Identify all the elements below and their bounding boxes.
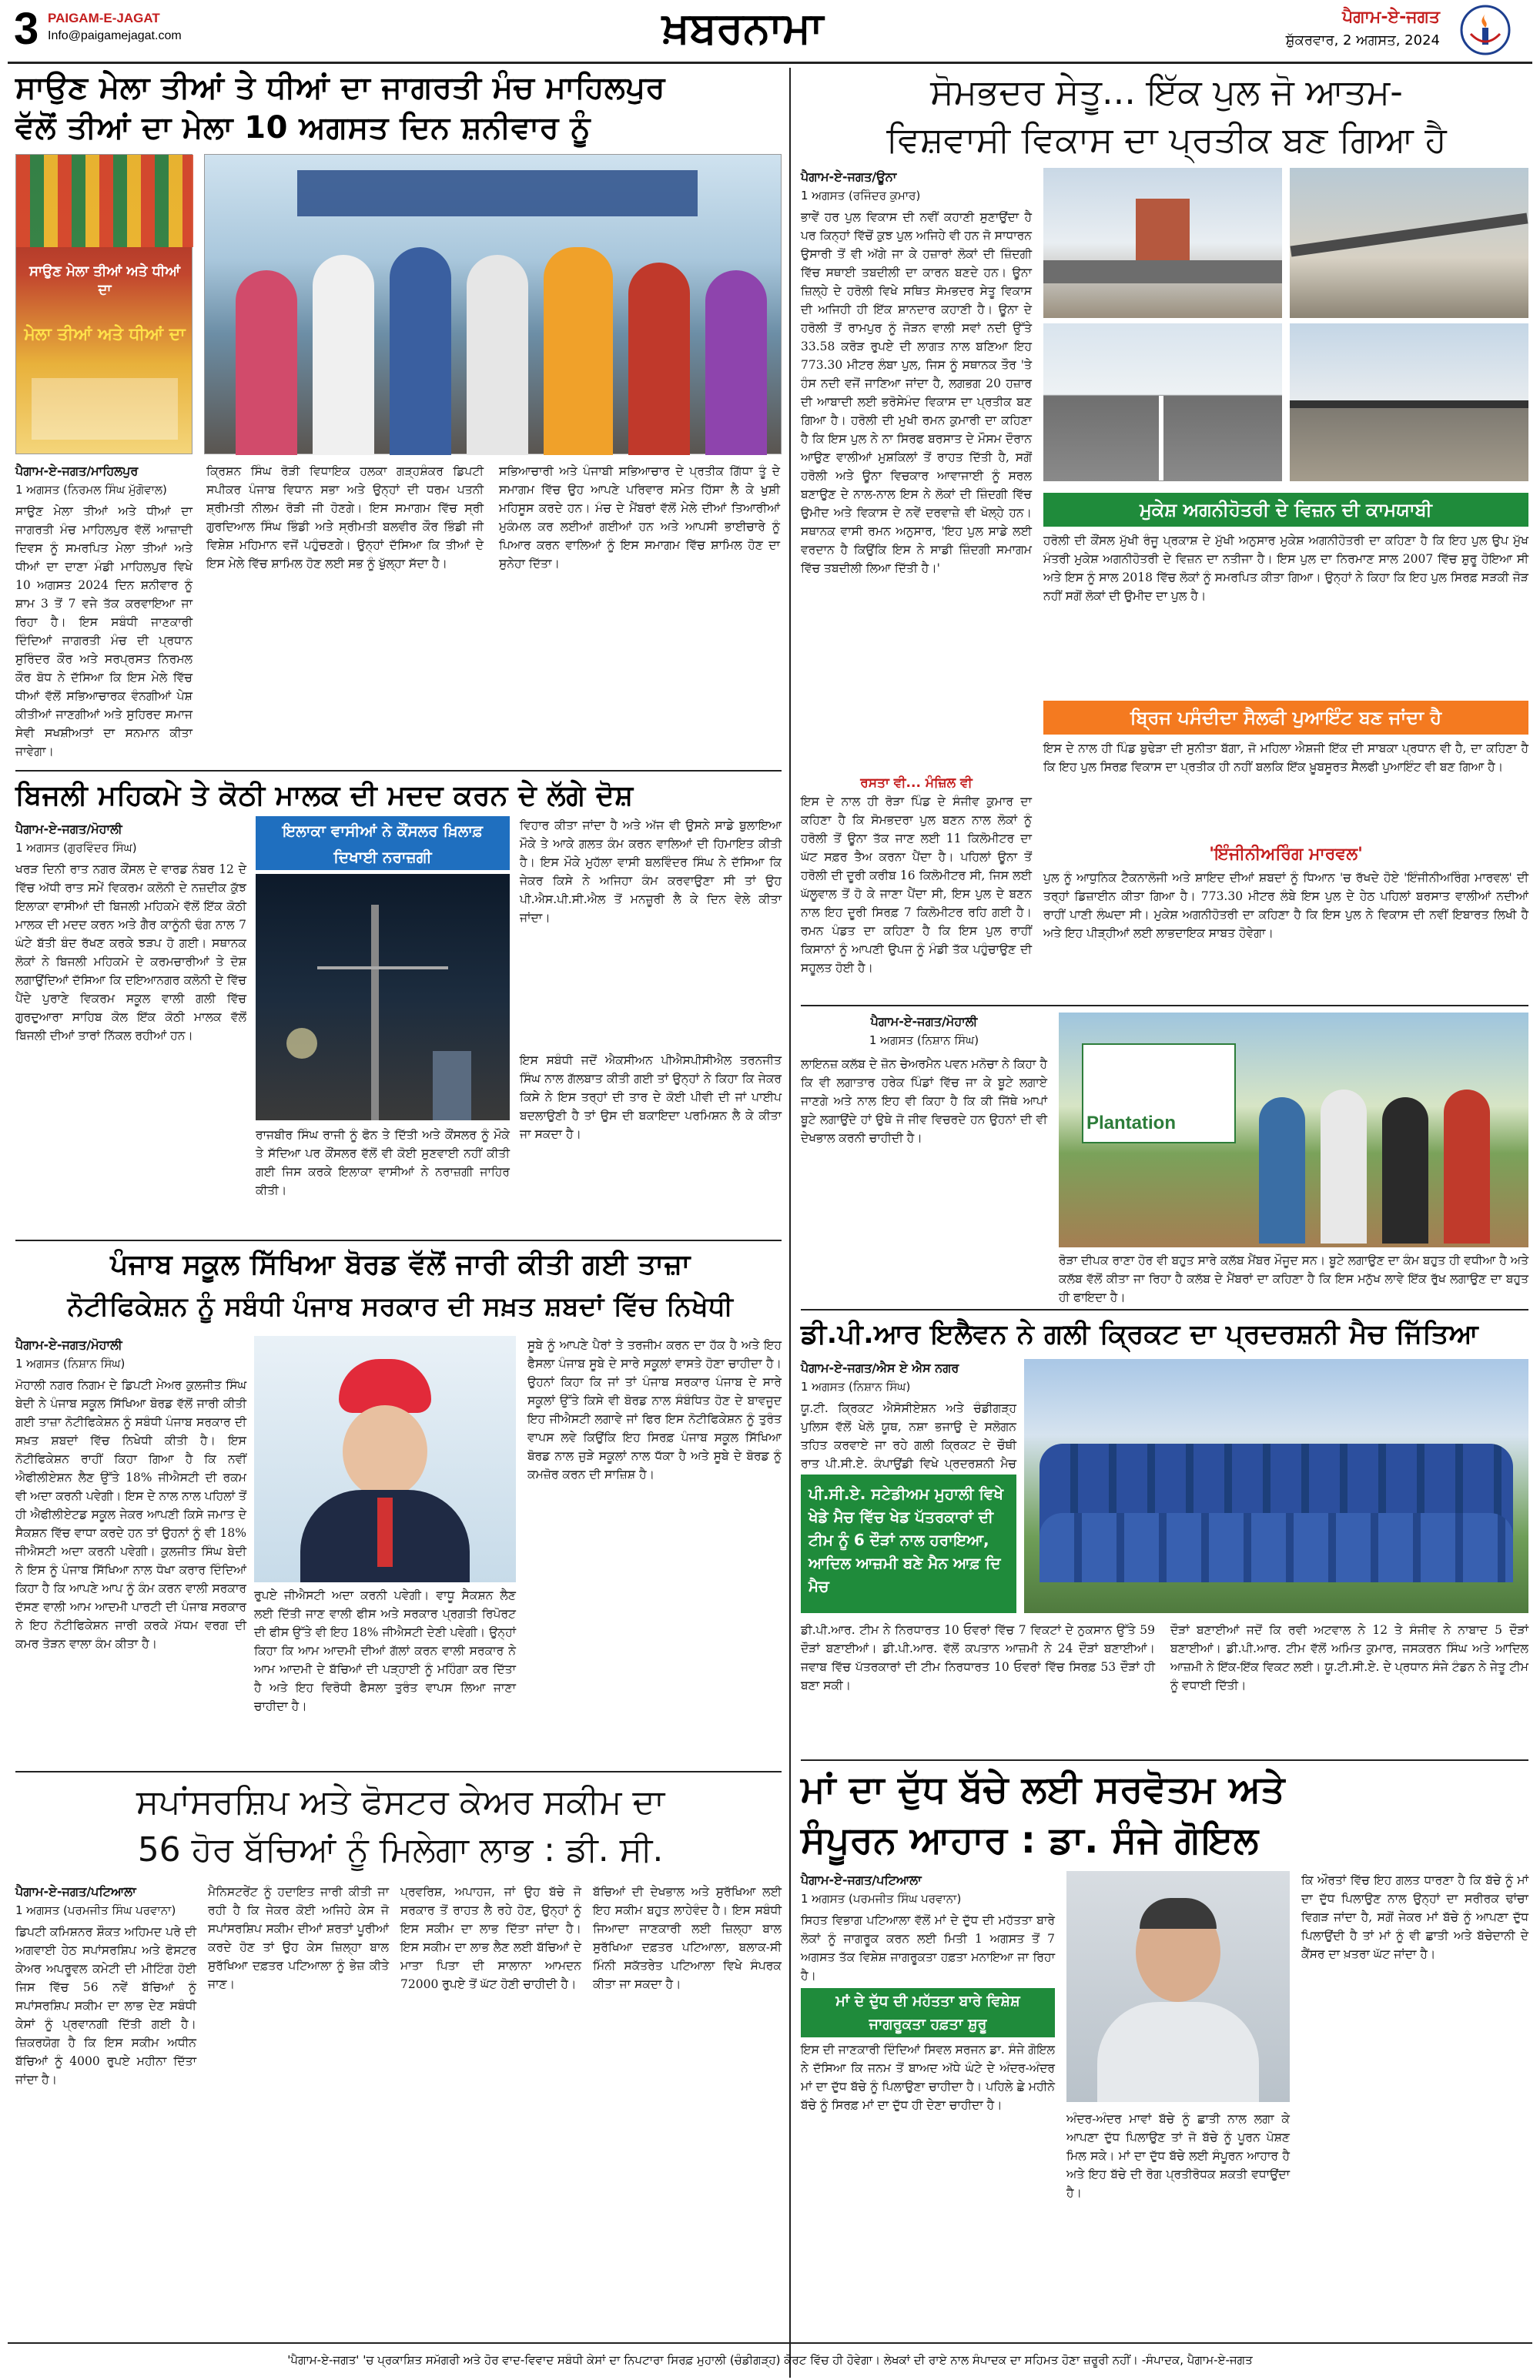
poster-title-1: ਸਾਉਣ ਮੇਲਾ ਤੀਆਂ ਅਤੇ ਧੀਆਂ ਦਾ [28, 263, 181, 298]
story1-col2: ਕ੍ਰਿਸ਼ਨ ਸਿੰਘ ਰੋੜੀ ਵਿਧਾਇਕ ਹਲਕਾ ਗੜ੍ਹਸ਼ੰਕਰ ਡਿਪਟੀ ਸਪੀਕਰ ਪੰਜਾਬ ਵਿਧਾਨ ਸਭਾ ਅਤੇ ਉਨ੍ਹਾਂ ਦੀ ਧਰਮ ਪਤਨੀ ਸ਼੍ਰੀਮਤੀ ਨੀਲਮ ਰੋੜੀ ਜੀ ਹੋਣਗੇ। ਇਸ ਸਮਾਗਮ ਵਿੱਚ ਸ੍ਰੀ ਗੁਰਦਿਆਲ ਸਿੰਘ ਭਿੰਡੀ ਅਤੇ ਸ੍ਰੀਮਤੀ ਬਲਵੀਰ ਕੌਰ ਭਿੰਡੀ ਜੀ ਵਿਸ਼ੇਸ਼ ਮਹਿਮਾਨ ਵਜੋਂ ਪਹੁੰਚਣਗੇ। ਉਨ੍ਹਾਂ ਦੱਸਿਆ ਕਿ ਤੀਆਂ ਦੇ ਇਸ ਮੇਲੇ ਵਿੱਚ ਸ਼ਾਮਿਲ ਹੋਣ ਲਈ ਸਭ ਨੂੰ ਖੁੱਲ੍ਹਾ ਸੱਦਾ ਹੈ। [206, 464, 484, 571]
torch-logo-icon [1455, 3, 1515, 57]
story7-byline: 1 ਅਗਸਤ (ਨਿਸ਼ਾਨ ਸਿੰਘ) [869, 1033, 979, 1047]
story5-green-box: ਪੀ.ਸੀ.ਏ. ਸਟੇਡੀਅਮ ਮੁਹਾਲੀ ਵਿਖੇ ਖੇਡੇ ਮੈਚ ਵਿੱਚ ਖੇਡ ਪੱਤਰਕਾਰਾਂ ਦੀ ਟੀਮ ਨੂੰ 6 ਦੌੜਾਂ ਨਾਲ ਹਰਾਇਆ, ਆਦਿਲ ਆਜ਼ਮੀ ਬਣੇ ਮੈਨ ਆਫ਼ ਦਿ ਮੈਚ [801, 1475, 1016, 1613]
story7-dateline: ਪੈਗਾਮ-ਏ-ਜਗਤ/ਮੋਹਾਲੀ [870, 1014, 978, 1029]
story2-red-subhead-2: 'ਇੰਜੀਨੀਅਰਿੰਗ ਮਾਰਵਲ' [1209, 845, 1363, 864]
section-title: ਖ਼ਬਰਨਾਮਾ [662, 3, 824, 53]
story2-red-subhead: ਰਸਤਾ ਵੀ... ਮੰਜ਼ਿਲ ਵੀ [860, 775, 973, 791]
issue-date: ਸ਼ੁੱਕਰਵਾਰ, 2 ਅਗਸਤ, 2024 [1285, 32, 1440, 49]
story8-portrait-photo [1066, 1871, 1290, 2102]
story4-col3: ਸੂਬੇ ਨੂੰ ਆਪਣੇ ਪੈਰਾਂ ਤੇ ਤਰਜੀਮ ਕਰਨ ਦਾ ਹੱਕ ਹੈ ਅਤੇ ਇਹ ਫੈਸਲਾ ਪੰਜਾਬ ਸੂਬੇ ਦੇ ਸਾਰੇ ਸਕੂਲਾਂ ਵਾਸਤੇ ਹੋਣਾ ਚਾਹੀਦਾ ਹੈ। ਉਹਨਾਂ ਕਿਹਾ ਕਿ ਜਾਂ ਤਾਂ ਪੰਜਾਬ ਸਰਕਾਰ ਪੰਜਾਬ ਦੇ ਸਾਰੇ ਸਕੂਲਾਂ ਉੱਤੇ ਕਿਸੇ ਵੀ ਬੋਰਡ ਨਾਲ ਸੰਬੰਧਿਤ ਹੋਣ ਦੇ ਬਾਵਜੂਦ ਇਹ ਜੀਐਸਟੀ ਲਗਾਵੇ ਜਾਂ ਫਿਰ ਇਸ ਨੋਟੀਫਿਕੇਸ਼ਨ ਨੂੰ ਤੁਰੰਤ ਵਾਪਸ ਲਵੇ ਕਿਉਂਕਿ ਇਹ ਸਿਰਫ਼ ਪੰਜਾਬ ਸਕੂਲ ਸਿੱਖਿਆ ਬੋਰਡ ਨਾਲ ਜੁੜੇ ਸਕੂਲਾਂ ਨਾਲ ਧੱਕਾ ਹੈ ਅਤੇ ਸੂਬੇ ਦੇ ਬੋਰਡ ਨੂੰ ਕਮਜ਼ੋਰ ਕਰਨ ਦੀ ਸਾਜ਼ਿਸ਼ ਹੈ। [527, 1338, 782, 1481]
story4-portrait-photo [254, 1336, 516, 1582]
story4-dateline: ਪੈਗਾਮ-ਏ-ਜਗਤ/ਮੋਹਾਲੀ [15, 1337, 122, 1352]
story5-team-photo [1024, 1359, 1528, 1613]
story3-headline: ਬਿਜਲੀ ਮਹਿਕਮੇ ਤੇ ਕੋਠੀ ਮਾਲਕ ਦੀ ਮਦਦ ਕਰਨ ਦੇ ਲੱਗੇ ਦੋਸ਼ [15, 780, 634, 812]
bridge-photo-2 [1290, 168, 1528, 318]
story2-headline-1: ਸੋਮਭਦਰ ਸੇਤੂ... ਇੱਕ ਪੁਲ ਜੋ ਆਤਮ- [930, 71, 1403, 112]
story3-col1: ਖਰੜ ਦਿਨੀ ਰਾਤ ਨਗਰ ਕੌਂਸਲ ਦੇ ਵਾਰਡ ਨੰਬਰ 12 ਦੇ ਵਿੱਚ ਅੱਧੀ ਰਾਤ ਸਮੇਂ ਵਿਕਰਮ ਕਲੋਨੀ ਦੇ ਨਜ਼ਦੀਕ ਕੁੱਝ ਇਲਾਕਾ ਵਾਸੀਆਂ ਦੀ ਬਿਜਲੀ ਮਹਿਕਮੇ ਵੱਲੋਂ ਇੱਕ ਕੋਠੀ ਮਾਲਕ ਦੀ ਮਦਦ ਕਰਨ ਅਤੇ ਗੈਰ ਕਾਨੂੰਨੀ ਢੰਗ ਨਾਲ 7 ਘੰਟੇ ਬੱਤੀ ਬੰਦ ਰੱਖਣ ਕਰਕੇ ਝੜਪ ਹੋ ਗਈ। ਸਥਾਨਕ ਲੋਕਾਂ ਨੇ ਬਿਜਲੀ ਮਹਿਕਮੇ ਦੇ ਕਰਮਚਾਰੀਆਂ ਤੇ ਦੋਸ਼ ਲਗਾਉਂਦਿਆਂ ਦੱਸਿਆ ਕਿ ਦਇਆਨਗਰ ਕਲੋਨੀ ਦੇ ਵਿੱਚ ਪੈਂਦੇ ਪੁਰਾਣੇ ਵਿਕਰਮ ਸਕੂਲ ਵਾਲੀ ਗਲੀ ਵਿੱਚ ਗੁਰਦੁਆਰਾ ਸਾਹਿਬ ਕੋਲ ਇੱਕ ਕੋਠੀ ਮਾਲਕ ਵੱਲੋਂ ਬਿਜਲੀ ਦੀਆਂ ਤਾਰਾਂ ਨਿੱਕਲ ਰਹੀਆਂ ਹਨ। [15, 862, 246, 1043]
story8-col1b: ਇਸ ਦੀ ਜਾਣਕਾਰੀ ਦਿੰਦਿਆਂ ਸਿਵਲ ਸਰਜਨ ਡਾ. ਸੰਜੇ ਗੋਇਲ ਨੇ ਦੱਸਿਆ ਕਿ ਜਨਮ ਤੋਂ ਬਾਅਦ ਅੱਧੇ ਘੰਟੇ ਦੇ ਅੰਦਰ-ਅੰਦਰ ਮਾਂ ਦਾ ਦੁੱਧ ਬੱਚੇ ਨੂੰ ਪਿਲਾਉਣਾ ਚਾਹੀਦਾ ਹੈ। ਪਹਿਲੇ ਛੇ ਮਹੀਨੇ ਬੱਚੇ ਨੂੰ ਸਿਰਫ਼ ਮਾਂ ਦਾ ਦੁੱਧ ਹੀ ਦੇਣਾ ਚਾਹੀਦਾ ਹੈ। [801, 2043, 1055, 2112]
story5-col3: ਦੌੜਾਂ ਬਣਾਈਆਂ ਜਦੋਂ ਕਿ ਰਵੀ ਅਟਵਾਲ ਨੇ 12 ਤੇ ਸੰਜੀਵ ਨੇ ਨਾਬਾਦ 5 ਦੌੜਾਂ ਬਣਾਈਆਂ। ਡੀ.ਪੀ.ਆਰ. ਟੀਮ ਵੱਲੋਂ ਅਮਿਤ ਕੁਮਾਰ, ਜਸਕਰਨ ਸਿੰਘ ਅਤੇ ਆਦਿਲ ਆਜ਼ਮੀ ਨੇ ਇੱਕ-ਇੱਕ ਵਿਕਟ ਲਈ। ਯੂ.ਟੀ.ਸੀ.ਏ. ਦੇ ਪ੍ਰਧਾਨ ਸੰਜੇ ਟੰਡਨ ਨੇ ਜੇਤੂ ਟੀਮ ਨੂੰ ਵਧਾਈ ਦਿੱਤੀ। [1170, 1623, 1528, 1692]
poster-title-2: ਮੇਲਾ ਤੀਆਂ ਅਤੇ ਧੀਆਂ ਦਾ [24, 325, 186, 344]
story6-col3: ਪ੍ਰਵਰਿਸ਼, ਅਪਾਹਜ, ਜਾਂ ਉਹ ਬੱਚੇ ਜੋ ਸਰਕਾਰ ਤੋਂ ਰਾਹਤ ਲੈ ਰਹੇ ਹੋਣ, ਉਨ੍ਹਾਂ ਨੂੰ ਇਸ ਸਕੀਮ ਦਾ ਲਾਭ ਦਿੱਤਾ ਜਾਂਦਾ ਹੈ। ਇਸ ਸਕੀਮ ਦਾ ਲਾਭ ਲੈਣ ਲਈ ਬੱਚਿਆਂ ਦੇ ਮਾਤਾ ਪਿਤਾ ਦੀ ਸਾਲਾਨਾ ਆਮਦਨ 72000 ਰੁਪਏ ਤੋਂ ਘੱਟ ਹੋਣੀ ਚਾਹੀਦੀ ਹੈ। [400, 1885, 581, 1991]
story2-green-subhead: ਮੁਕੇਸ਼ ਅਗਨੀਹੋਤਰੀ ਦੇ ਵਿਜ਼ਨ ਦੀ ਕਾਮਯਾਬੀ [1043, 493, 1528, 527]
story2-body3: ਹਰੋਲੀ ਦੀ ਕੌਂਸਲ ਮੁੱਖੀ ਰੰਜੂ ਪ੍ਰਕਾਸ਼ ਦੇ ਮੁੱਖੀ ਅਨੁਸਾਰ ਮੁਕੇਸ਼ ਅਗਨੀਹੋਤਰੀ ਦਾ ਕਹਿਣਾ ਹੈ ਕਿ ਇਹ ਪੁਲ ਉਪ ਮੁੱਖ ਮੰਤਰੀ ਮੁਕੇਸ਼ ਅਗਨੀਹੋਤਰੀ ਦੇ ਵਿਜ਼ਨ ਦਾ ਨਤੀਜਾ ਹੈ। ਇਸ ਪੁਲ ਦਾ ਨਿਰਮਾਣ ਸਾਲ 2007 ਵਿੱਚ ਸ਼ੁਰੂ ਹੋਇਆ ਸੀ ਅਤੇ ਇਸ ਨੂੰ ਸਾਲ 2018 ਵਿੱਚ ਲੋਕਾਂ ਨੂੰ ਸਮਰਪਿਤ ਕੀਤਾ ਗਿਆ। ਉਨ੍ਹਾਂ ਨੇ ਕਿਹਾ ਕਿ ਇਹ ਪੁਲ ਸਿਰਫ਼ ਸੜਕੀ ਜੋੜ ਨਹੀਂ ਸਗੋਂ ਲੋਕਾਂ ਦੀ ਉਮੀਦ ਦਾ ਪੁਲ ਹੈ। [1043, 534, 1528, 603]
right-brand: ਪੈਗਾਮ-ਏ-ਜਗਤ [1342, 8, 1440, 27]
story2-body2-top [1043, 489, 1528, 490]
story4-col2: ਰੁਪਏ ਜੀਐਸਟੀ ਅਦਾ ਕਰਨੀ ਪਵੇਗੀ। ਵਾਧੂ ਸੈਕਸ਼ਨ ਲੈਣ ਲਈ ਦਿੱਤੀ ਜਾਣ ਵਾਲੀ ਫੀਸ ਅਤੇ ਸਰਕਾਰ ਪ੍ਰਗਤੀ ਰਿਪੋਰਟ ਦੀ ਫੀਸ ਉੱਤੇ ਵੀ ਇਹ 18% ਜੀਐਸਟੀ ਦੇਣੀ ਪਵੇਗੀ। ਉਨ੍ਹਾਂ ਕਿਹਾ ਕਿ ਆਮ ਆਦਮੀ ਦੀਆਂ ਗੱਲਾਂ ਕਰਨ ਵਾਲੀ ਸਰਕਾਰ ਨੇ ਆਮ ਆਦਮੀ ਦੇ ਬੱਚਿਆਂ ਦੀ ਪੜ੍ਹਾਈ ਨੂੰ ਮਹਿੰਗਾ ਕਰ ਦਿੱਤਾ ਹੈ ਅਤੇ ਇਹ ਵਿਰੋਧੀ ਫੈਸਲਾ ਤੁਰੰਤ ਵਾਪਸ ਲਿਆ ਜਾਣਾ ਚਾਹੀਦਾ ਹੈ। [254, 1588, 516, 1713]
story2-body5: ਪੁਲ ਨੂੰ ਆਧੁਨਿਕ ਟੈਕਨਾਲੋਜੀ ਅਤੇ ਸ਼ਾਇਦ ਦੀਆਂ ਸ਼ਬਦਾਂ ਨੂੰ ਧਿਆਨ 'ਚ ਰੱਖਦੇ ਹੋਏ 'ਇੰਜੀਨੀਅਰਿੰਗ ਮਾਰਵਲ' ਦੀ ਤਰ੍ਹਾਂ ਡਿਜ਼ਾਈਨ ਕੀਤਾ ਗਿਆ ਹੈ। 773.30 ਮੀਟਰ ਲੰਬੇ ਇਸ ਪੁਲ ਦੇ ਹੇਠ ਪਹਿਲਾਂ ਬਰਸਾਤ ਵਾਲੀਆਂ ਨਦੀਆਂ ਰਾਹੀਂ ਪਾਣੀ ਲੰਘਦਾ ਸੀ। ਮੁਕੇਸ਼ ਅਗਨੀਹੋਤਰੀ ਦਾ ਕਹਿਣਾ ਹੈ ਕਿ ਇਸ ਪੁਲ ਨੇ ਵਿਕਾਸ ਦੀ ਨਵੀਂ ਇਬਾਰਤ ਲਿਖੀ ਹੈ ਅਤੇ ਇਹ ਪੀੜ੍ਹੀਆਂ ਲਈ ਲਾਭਦਾਇਕ ਸਾਬਤ ਹੋਵੇਗਾ। [1043, 871, 1528, 940]
story2-byline: 1 ਅਗਸਤ (ਰਜਿੰਦਰ ਕੁਮਾਰ) [801, 189, 921, 203]
story1-dateline: ਪੈਗਾਮ-ਏ-ਜਗਤ/ਮਾਹਿਲਪੁਰ [15, 464, 139, 478]
story7-col1: ਲਾਇਨਜ਼ ਕਲੱਬ ਦੇ ਜ਼ੋਨ ਚੇਅਰਮੈਨ ਪਵਨ ਮਨੋਚਾ ਨੇ ਕਿਹਾ ਹੈ ਕਿ ਵੀ ਲਗਾਤਾਰ ਹਰੇਕ ਪਿੰਡਾਂ ਵਿੱਚ ਜਾ ਕੇ ਬੂਟੇ ਲਗਾਏ ਜਾਣਗੇ ਅਤੇ ਨਾਲ ਇਹ ਵੀ ਕਿਹਾ ਹੈ ਕਿ ਕੀ ਜਿੱਥੇ ਆਪਾਂ ਬੂਟੇ ਲਗਾਉਂਦੇ ਹਾਂ ਉਥੇ ਜੋ ਜੀਵ ਵਿਚਰਦੇ ਹਨ ਉਹਨਾਂ ਦੀ ਵੀ ਦੇਖਭਾਲ ਕਰਨੀ ਚਾਹੀਦੀ ਹੈ। [801, 1057, 1047, 1145]
story5-dateline: ਪੈਗਾਮ-ਏ-ਜਗਤ/ਐਸ ਏ ਐਸ ਨਗਰ [801, 1361, 959, 1375]
story3-col2: ਰਾਜਬੀਰ ਸਿੰਘ ਰਾਜੀ ਨੂੰ ਫੋਨ ਤੇ ਦਿੱਤੀ ਅਤੇ ਕੌਂਸਲਰ ਨੂੰ ਮੌਕੇ ਤੇ ਸੱਦਿਆ ਪਰ ਕੌਂਸਲਰ ਵੱਲੋਂ ਵੀ ਕੋਈ ਸੁਣਵਾਈ ਨਹੀਂ ਕੀਤੀ ਗਈ ਜਿਸ ਕਰਕੇ ਇਲਾਕਾ ਵਾਸੀਆਂ ਨੇ ਨਰਾਜ਼ਗੀ ਜਾਹਿਰ ਕੀਤੀ। [256, 1128, 510, 1197]
story6-col2: ਮੈਨਿਸਟਰੇਂਟ ਨੂੰ ਹਦਾਇਤ ਜਾਰੀ ਕੀਤੀ ਜਾ ਰਹੀ ਹੈ ਕਿ ਜੇਕਰ ਕੋਈ ਅਜਿਹੇ ਕੇਸ ਜੋ ਸਪਾਂਸਰਸ਼ਿਪ ਸਕੀਮ ਦੀਆਂ ਸ਼ਰਤਾਂ ਪੂਰੀਆਂ ਕਰਦੇ ਹੋਣ ਤਾਂ ਉਹ ਕੇਸ ਜ਼ਿਲ੍ਹਾ ਬਾਲ ਸੁਰੱਖਿਆ ਦਫ਼ਤਰ ਪਟਿਆਲਾ ਨੂੰ ਭੇਜ਼ ਕੀਤੇ ਜਾਣ। [208, 1885, 389, 1991]
story8-byline: 1 ਅਗਸਤ (ਪਰਮਜੀਤ ਸਿੰਘ ਪਰਵਾਨਾ) [801, 1892, 962, 1906]
story8-col3: ਕਿ ਔਰਤਾਂ ਵਿੱਚ ਇਹ ਗਲਤ ਧਾਰਣਾ ਹੈ ਕਿ ਬੱਚੇ ਨੂੰ ਮਾਂ ਦਾ ਦੁੱਧ ਪਿਲਾਉਣ ਨਾਲ ਉਨ੍ਹਾਂ ਦਾ ਸਰੀਰਕ ਢਾਂਚਾ ਵਿਗੜ ਜਾਂਦਾ ਹੈ, ਸਗੋਂ ਜੇਕਰ ਮਾਂ ਬੱਚੇ ਨੂੰ ਆਪਣਾ ਦੁੱਧ ਪਿਲਾਉਂਦੀ ਹੈ ਤਾਂ ਮਾਂ ਨੂੰ ਵੀ ਛਾਤੀ ਅਤੇ ਬੱਚੇਦਾਨੀ ਦੇ ਕੈਂਸਰ ਦਾ ਖ਼ਤਰਾ ਘੱਟ ਜਾਂਦਾ ਹੈ। [1301, 1873, 1528, 1961]
story4-col1: ਮੋਹਾਲੀ ਨਗਰ ਨਿਗਮ ਦੇ ਡਿਪਟੀ ਮੇਅਰ ਕੁਲਜੀਤ ਸਿੰਘ ਬੇਦੀ ਨੇ ਪੰਜਾਬ ਸਕੂਲ ਸਿੱਖਿਆ ਬੋਰਡ ਵੱਲੋਂ ਜਾਰੀ ਕੀਤੀ ਗਈ ਤਾਜ਼ਾ ਨੋਟੀਫਿਕੇਸ਼ਨ ਨੂੰ ਸਬੰਧੀ ਪੰਜਾਬ ਸਰਕਾਰ ਦੀ ਸਖ਼ਤ ਸ਼ਬਦਾਂ ਵਿੱਚ ਨਿਖੇਧੀ ਕੀਤੀ ਹੈ। ਇਸ ਨੋਟੀਫਿਕੇਸ਼ਨ ਰਾਹੀਂ ਕਿਹਾ ਗਿਆ ਹੈ ਕਿ ਨਵੀਂ ਐਫੀਲੀਏਸ਼ਨ ਲੈਣ ਉੱਤੇ 18% ਜੀਐਸਟੀ ਦੀ ਰਕਮ ਵੀ ਅਦਾ ਕਰਨੀ ਪਵੇਗੀ। ਇਸ ਦੇ ਨਾਲ ਨਾਲ ਪਹਿਲਾਂ ਤੋਂ ਹੀ ਐਫੀਲੀਏਟਡ ਸਕੂਲ ਜੇਕਰ ਆਪਣੀ ਕਿਸੇ ਜਮਾਤ ਦੇ ਸੈਕਸ਼ਨ ਵਿੱਚ ਵਾਧਾ ਕਰਦੇ ਹਨ ਤਾਂ ਉਹਨਾਂ ਨੂੰ ਵੀ 18% ਜੀਐਸਟੀ ਅਦਾ ਕਰਨੀ ਪਵੇਗੀ। ਕੁਲਜੀਤ ਸਿੰਘ ਬੇਦੀ ਨੇ ਇਸ ਨੂੰ ਪੰਜਾਬ ਸਿੱਖਿਆ ਨਾਲ ਧੋਖਾ ਕਰਾਰ ਦਿੰਦਿਆਂ ਕਿਹਾ ਹੈ ਕਿ ਆਪਣੇ ਆਪ ਨੂੰ ਕੰਮ ਕਰਨ ਵਾਲੀ ਸਰਕਾਰ ਦੱਸਣ ਵਾਲੀ ਆਮ ਆਦਮੀ ਪਾਰਟੀ ਦੀ ਪੰਜਾਬ ਸਰਕਾਰ ਨੇ ਇਹ ਨੋਟੀਫਿਕੇਸ਼ਨ ਜਾਰੀ ਕਰਕੇ ਮੱਧਮ ਵਰਗ ਦੀ ਕਮਰ ਤੋੜਨ ਵਾਲਾ ਕੰਮ ਕੀਤਾ ਹੈ। [15, 1378, 246, 1651]
story2-headline-2: ਵਿਸ਼ਵਾਸੀ ਵਿਕਾਸ ਦਾ ਪ੍ਰਤੀਕ ਬਣ ਗਿਆ ਹੈ [886, 119, 1447, 160]
story2-body: ਭਾਵੇਂ ਹਰ ਪੁਲ ਵਿਕਾਸ ਦੀ ਨਵੀਂ ਕਹਾਣੀ ਸੁਣਾਉਂਦਾ ਹੈ ਪਰ ਕਿਨ੍ਹਾਂ ਵਿੱਚੋਂ ਕੁਝ ਪੁਲ ਅਜਿਹੇ ਵੀ ਹਨ ਜੋ ਸਾਧਾਰਨ ਉਸਾਰੀ ਤੋਂ ਵੀ ਅੱਗੇ ਜਾ ਕੇ ਹਜ਼ਾਰਾਂ ਲੋਕਾਂ ਦੀ ਜ਼ਿੰਦਗੀ ਵਿੱਚ ਸਥਾਈ ਤਬਦੀਲੀ ਦਾ ਕਾਰਨ ਬਣਦੇ ਹਨ। ਊਨਾ ਜ਼ਿਲ੍ਹੇ ਦੇ ਹਰੋਲੀ ਵਿਖੇ ਸਥਿਤ ਸੋਮਭਦਰ ਸੇਤੂ ਵਿਕਾਸ ਦੀ ਅਜਿਹੀ ਹੀ ਇੱਕ ਸ਼ਾਨਦਾਰ ਕਹਾਣੀ ਹੈ। ਊਨਾ ਦੇ ਹਰੋਲੀ ਤੋਂ ਰਾਮਪੁਰ ਨੂੰ ਜੋੜਨ ਵਾਲੀ ਸਵਾਂ ਨਦੀ ਉੱਤੇ 33.58 ਕਰੋੜ ਰੁਪਏ ਦੀ ਲਾਗਤ ਨਾਲ ਬਣਿਆ ਇਹ 773.30 ਮੀਟਰ ਲੰਬਾ ਪੁਲ, ਜਿਸ ਨੂੰ ਸਥਾਨਕ ਤੌਰ 'ਤੇ ਹੰਸ ਨਦੀ ਵਜੋਂ ਜਾਣਿਆ ਜਾਂਦਾ ਹੈ, ਲਗਭਗ 20 ਹਜ਼ਾਰ ਦੀ ਆਬਾਦੀ ਲਈ ਭਰੋਸੇਮੰਦ ਵਿਕਾਸ ਦਾ ਪ੍ਰਤੀਕ ਬਣ ਗਿਆ ਹੈ। ਹਰੋਲੀ ਦੀ ਮੁਖੀ ਰਮਨ ਕੁਮਾਰੀ ਦਾ ਕਹਿਣਾ ਹੈ ਕਿ ਇਸ ਪੁਲ ਨੇ ਨਾ ਸਿਰਫ ਬਰਸਾਤ ਦੇ ਮੌਸਮ ਦੌਰਾਨ ਆਉਣ ਵਾਲੀਆਂ ਮੁਸ਼ਕਿਲਾਂ ਤੋਂ ਰਾਹਤ ਦਿੱਤੀ ਹੈ, ਸਗੋਂ ਹਰੋਲੀ ਅਤੇ ਊਨਾ ਵਿਚਕਾਰ ਆਵਾਜਾਈ ਨੂੰ ਸਰਲ ਬਣਾਉਣ ਦੇ ਨਾਲ-ਨਾਲ ਇਸ ਨੇ ਲੋਕਾਂ ਦੀ ਜ਼ਿੰਦਗੀ ਵਿੱਚ ਉਮੀਦ ਅਤੇ ਵਿਕਾਸ ਦੇ ਨਵੇਂ ਦਰਵਾਜ਼ੇ ਵੀ ਖੋਲ੍ਹੇ ਹਨ। ਸਥਾਨਕ ਵਾਸੀ ਰਮਨ ਅਨੁਸਾਰ, 'ਇਹ ਪੁਲ ਸਾਡੇ ਲਈ ਵਰਦਾਨ ਹੈ ਕਿਉਂਕਿ ਇਸ ਨੇ ਸਾਡੀ ਜ਼ਿੰਦਗੀ ਸਮਾਗਮ ਵਿੱਚ ਤਬਦੀਲੀ ਲਿਆ ਦਿੱਤੀ ਹੈ।' [801, 210, 1032, 575]
story8-green-box: ਮਾਂ ਦੇ ਦੁੱਧ ਦੀ ਮਹੱਤਤਾ ਬਾਰੇ ਵਿਸ਼ੇਸ਼ ਜਾਗਰੂਕਤਾ ਹਫ਼ਤਾ ਸ਼ੁਰੂ [801, 1988, 1055, 2037]
story1-headline-2: ਵੱਲੋਂ ਤੀਆਂ ਦਾ ਮੇਲਾ 10 ਅਗਸਤ ਦਿਨ ਸ਼ਨੀਵਾਰ ਨੂੰ [15, 110, 591, 146]
story2-body4: ਇਸ ਦੇ ਨਾਲ ਹੀ ਪਿੰਡ ਬੁਢੇੜਾ ਦੀ ਸੁਨੀਤਾ ਬੱਗਾ, ਜੋ ਮਹਿਲਾ ਐਸ਼ਜੀ ਇੱਕ ਦੀ ਸਾਬਕਾ ਪ੍ਰਧਾਨ ਵੀ ਹੈ, ਦਾ ਕਹਿਣਾ ਹੈ ਕਿ ਇਹ ਪੁਲ ਸਿਰਫ਼ ਵਿਕਾਸ ਦਾ ਪ੍ਰਤੀਕ ਹੀ ਨਹੀਂ ਬਲਕਿ ਇੱਕ ਖ਼ੂਬਸੂਰਤ ਸੈਲਫੀ ਪੁਆਇੰਟ ਵੀ ਬਣ ਗਿਆ ਹੈ। [1043, 741, 1528, 774]
story1-headline-1: ਸਾਉਣ ਮੇਲਾ ਤੀਆਂ ਤੇ ਧੀਆਂ ਦਾ ਜਾਗਰਤੀ ਮੰਚ ਮਾਹਿਲਪੁਰ [15, 70, 665, 105]
story6-col4: ਬੱਚਿਆਂ ਦੀ ਦੇਖਭਾਲ ਅਤੇ ਸੁਰੱਖਿਆ ਲਈ ਇਹ ਸਕੀਮ ਬਹੁਤ ਲਾਹੇਵੰਦ ਹੈ। ਇਸ ਸਬੰਧੀ ਜਿਆਦਾ ਜਾਣਕਾਰੀ ਲਈ ਜ਼ਿਲ੍ਹਾ ਬਾਲ ਸੁਰੱਖਿਆ ਦਫ਼ਤਰ ਪਟਿਆਲਾ, ਬਲਾਕ-ਸੀ ਮਿੰਨੀ ਸਕੱਤਰੇਤ ਪਟਿਆਲਾ ਵਿਖੇ ਸੰਪਰਕ ਕੀਤਾ ਜਾ ਸਕਦਾ ਹੈ। [593, 1885, 782, 1991]
story7-col2: ਰੋੜਾ ਦੀਪਕ ਰਾਣਾ ਹੋਰ ਵੀ ਬਹੁਤ ਸਾਰੇ ਕਲੱਬ ਮੈਂਬਰ ਮੌਜੂਦ ਸਨ। ਬੂਟੇ ਲਗਾਉਣ ਦਾ ਕੰਮ ਬਹੁਤ ਹੀ ਵਧੀਆ ਹੈ ਅਤੇ ਕਲੱਬ ਵੱਲੋਂ ਕੀਤਾ ਜਾ ਰਿਹਾ ਹੈ ਕਲੱਬ ਦੇ ਮੈਂਬਰਾਂ ਦਾ ਕਹਿਣਾ ਹੈ ਕਿ ਇਸ ਮਨੁੱਖ ਲਾਵੇ ਇੱਕ ਰੁੱਖ ਲਗਾਉਣ ਦਾ ਬਹੁਤ ਹੀ ਫਾਇਦਾ ਹੈ। [1059, 1254, 1528, 1304]
story5-col1: ਯੂ.ਟੀ. ਕ੍ਰਿਕਟ ਐਸੋਸੀਏਸ਼ਨ ਅਤੇ ਚੰਡੀਗੜ੍ਹ ਪੁਲਿਸ ਵੱਲੋਂ ਖੇਲੋ ਯੂਥ, ਨਸ਼ਾ ਭਜਾਉ ਦੇ ਸਲੋਗਨ ਤਹਿਤ ਕਰਵਾਏ ਜਾ ਰਹੇ ਗਲੀ ਕ੍ਰਿਕਟ ਦੇ ਚੌਥੀ ਰਾਤ ਪੀ.ਸੀ.ਏ. ਕੰਪਾਉਂਡੀ ਵਿਖੇ ਪ੍ਰਦਰਸ਼ਨੀ ਮੈਚ [801, 1401, 1016, 1471]
story8-col1: ਸਿਹਤ ਵਿਭਾਗ ਪਟਿਆਲਾ ਵੱਲੋਂ ਮਾਂ ਦੇ ਦੁੱਧ ਦੀ ਮਹੱਤਤਾ ਬਾਰੇ ਲੋਕਾਂ ਨੂੰ ਜਾਗਰੂਕ ਕਰਨ ਲਈ ਮਿਤੀ 1 ਅਗਸਤ ਤੋਂ 7 ਅਗਸਤ ਤੱਕ ਵਿਸ਼ੇਸ਼ ਜਾਗਰੂਕਤਾ ਹਫ਼ਤਾ ਮਨਾਇਆ ਜਾ ਰਿਹਾ ਹੈ। [801, 1913, 1055, 1983]
story6-headline-1: ਸਪਾਂਸਰਸ਼ਿਪ ਅਤੇ ਫੋਸਟਰ ਕੇਅਰ ਸਕੀਮ ਦਾ [136, 1782, 665, 1822]
story5-byline: 1 ਅਗਸਤ (ਨਿਸ਼ਾਨ ਸਿੰਘ) [801, 1380, 911, 1394]
story6-col1: ਡਿਪਟੀ ਕਮਿਸ਼ਨਰ ਸ਼ੌਕਤ ਅਹਿਮਦ ਪਰੇ ਦੀ ਅਗਵਾਈ ਹੇਠ ਸਪਾਂਸਰਸ਼ਿਪ ਅਤੇ ਫੋਸਟਰ ਕੇਅਰ ਅਪਰੂਵਲ ਕਮੇਟੀ ਦੀ ਮੀਟਿੰਗ ਹੋਈ ਜਿਸ ਵਿੱਚ 56 ਨਵੇਂ ਬੱਚਿਆਂ ਨੂੰ ਸਪਾਂਸਰਸ਼ਿਪ ਸਕੀਮ ਦਾ ਲਾਭ ਦੇਣ ਸਬੰਧੀ ਕੇਸਾਂ ਨੂੰ ਪ੍ਰਵਾਨਗੀ ਦਿੱਤੀ ਗਈ ਹੈ। ਜ਼ਿਕਰਯੋਗ ਹੈ ਕਿ ਇਸ ਸਕੀਮ ਅਧੀਨ ਬੱਚਿਆਂ ਨੂੰ 4000 ਰੁਪਏ ਮਹੀਨਾ ਦਿੱਤਾ ਜਾਂਦਾ ਹੈ। [15, 1925, 196, 2087]
story4-headline-2: ਨੋਟੀਫਿਕੇਸ਼ਨ ਨੂੰ ਸਬੰਧੀ ਪੰਜਾਬ ਸਰਕਾਰ ਦੀ ਸਖ਼ਤ ਸ਼ਬਦਾਂ ਵਿੱਚ ਨਿਖੇਧੀ [67, 1291, 734, 1322]
story6-headline-2: 56 ਹੋਰ ਬੱਚਿਆਂ ਨੂੰ ਮਿਲੇਗਾ ਲਾਭ : ਡੀ. ਸੀ. [137, 1830, 664, 1870]
bridge-photo-1 [1043, 168, 1282, 318]
story3-col4: ਇਸ ਸਬੰਧੀ ਜਦੋਂ ਐਕਸੀਅਨ ਪੀਐਸਪੀਸੀਐਲ ਤਰਨਜੀਤ ਸਿੰਘ ਨਾਲ ਗੱਲਬਾਤ ਕੀਤੀ ਗਈ ਤਾਂ ਉਨ੍ਹਾਂ ਨੇ ਕਿਹਾ ਕਿ ਜੇਕਰ ਕਿਸੇ ਨੇ ਇਸ ਤਰ੍ਹਾਂ ਦੀ ਤਾਰ ਦੇ ਕੋਈ ਪੀਵੀ ਦੀ ਜਾਂ ਪਾਈਪ ਬਦਲਾਉਣੀ ਹੈ ਤਾਂ ਉਸ ਦੀ ਬਕਾਇਦਾ ਪਰਮਿਸ਼ਨ ਲੈ ਕੇ ਕੀਤਾ ਜਾ ਸਕਦਾ ਹੈ। [520, 1053, 782, 1141]
story2-dateline: ਪੈਗਾਮ-ਏ-ਜਗਤ/ਊਨਾ [801, 169, 897, 184]
story7-plantation-photo [1059, 1013, 1528, 1247]
story1-col1: ਸਾਉਣ ਮੇਲਾ ਤੀਆਂ ਅਤੇ ਧੀਆਂ ਦਾ ਜਾਗਰਤੀ ਮੰਚ ਮਾਹਿਲਪੁਰ ਵੱਲੋਂ ਆਜ਼ਾਦੀ ਦਿਵਸ ਨੂੰ ਸਮਰਪਿਤ ਮੇਲਾ ਤੀਆਂ ਅਤੇ ਧੀਆਂ ਦਾ ਦਾਣਾ ਮੰਡੀ ਮਾਹਿਲਪੁਰ ਵਿਖੇ 10 ਅਗਸਤ 2024 ਦਿਨ ਸ਼ਨੀਵਾਰ ਨੂੰ ਸ਼ਾਮ 3 ਤੋਂ 7 ਵਜੇ ਤੱਕ ਕਰਵਾਇਆ ਜਾ ਰਿਹਾ ਹੈ। ਇਸ ਸਬੰਧੀ ਜਾਣਕਾਰੀ ਦਿੰਦਿਆਂ ਜਾਗਰਤੀ ਮੰਚ ਦੀ ਪ੍ਰਧਾਨ ਸੁਰਿੰਦਰ ਕੌਰ ਅਤੇ ਸਰਪ੍ਰਸਤ ਨਿਰਮਲ ਕੌਰ ਬੋਧ ਨੇ ਦੱਸਿਆ ਕਿ ਇਸ ਮੇਲੇ ਵਿੱਚ ਧੀਆਂ ਵੱਲੋਂ ਸਭਿਆਚਾਰਕ ਵੰਨਗੀਆਂ ਪੇਸ਼ ਕੀਤੀਆਂ ਜਾਣਗੀਆਂ ਅਤੇ ਸੁਹਿਰਦ ਸਮਾਜ ਸੇਵੀ ਸਖਸ਼ੀਅਤਾਂ ਦਾ ਸਨਮਾਨ ਕੀਤਾ ਜਾਵੇਗਾ। [15, 504, 192, 758]
story8-col2: ਅੰਦਰ-ਅੰਦਰ ਮਾਵਾਂ ਬੱਚੇ ਨੂੰ ਛਾਤੀ ਨਾਲ ਲਗਾ ਕੇ ਆਪਣਾ ਦੁੱਧ ਪਿਲਾਉਣ ਤਾਂ ਜੋ ਬੱਚੇ ਨੂੰ ਪੂਰਨ ਪੋਸ਼ਣ ਮਿਲ ਸਕੇ। ਮਾਂ ਦਾ ਦੁੱਧ ਬੱਚੇ ਲਈ ਸੰਪੂਰਨ ਆਹਾਰ ਹੈ ਅਤੇ ਇਹ ਬੱਚੇ ਦੀ ਰੋਗ ਪ੍ਰਤੀਰੋਧਕ ਸ਼ਕਤੀ ਵਧਾਉਂਦਾ ਹੈ। [1066, 2112, 1290, 2200]
bridge-photo-4 [1290, 323, 1528, 481]
footer-disclaimer: 'ਪੈਗਾਮ-ਏ-ਜਗਤ' 'ਚ ਪ੍ਰਕਾਸ਼ਿਤ ਸਮੱਗਰੀ ਅਤੇ ਹੋਰ ਵਾਦ-ਵਿਵਾਦ ਸਬੰਧੀ ਕੇਸਾਂ ਦਾ ਨਿਪਟਾਰਾ ਸਿਰਫ਼ ਮੁਹਾਲੀ (ਚੰਡੀਗੜ੍ਹ) ਕੋਰਟ ਵਿੱਚ ਹੀ ਹੋਵੇਗਾ। ਲੇਖਕਾਂ ਦੀ ਰਾਏ ਨਾਲ ਸੰਪਾਦਕ ਦਾ ਸਹਿਮਤ ਹੋਣਾ ਜ਼ਰੂਰੀ ਨਹੀਂ। -ਸੰਪਾਦਕ, ਪੈਗਾਮ-ਏ-ਜਗਤ [287, 2353, 1253, 2367]
left-brand: PAIGAM-E-JAGAT [48, 11, 160, 25]
masthead [0, 0, 1540, 60]
story1-col3: ਸਭਿਆਚਾਰੀ ਅਤੇ ਪੰਜਾਬੀ ਸਭਿਆਚਾਰ ਦੇ ਪ੍ਰਤੀਕ ਗਿੱਧਾ ਤੂੰ ਦੇ ਸਮਾਗਮ ਵਿੱਚ ਉਹ ਆਪਣੇ ਪਰਿਵਾਰ ਸਮੇਤ ਹਿੱਸਾ ਲੈ ਕੇ ਖੁਸ਼ੀ ਮਹਿਸੂਸ ਕਰਦੇ ਹਨ। ਮੰਚ ਦੇ ਮੈਂਬਰਾਂ ਵੱਲੋਂ ਮੇਲੇ ਦੀਆਂ ਤਿਆਰੀਆਂ ਮੁਕੰਮਲ ਕਰ ਲਈਆਂ ਗਈਆਂ ਹਨ ਅਤੇ ਆਪਸੀ ਭਾਈਚਾਰੇ ਨੂੰ ਪਿਆਰ ਕਰਨ ਵਾਲਿਆਂ ਨੂੰ ਇਸ ਸਮਾਗਮ ਵਿੱਚ ਸ਼ਾਮਿਲ ਹੋਣ ਦਾ ਸੁਨੇਹਾ ਦਿੱਤਾ। [499, 464, 780, 571]
story8-headline-1: ਮਾਂ ਦਾ ਦੁੱਧ ਬੱਚੇ ਲਈ ਸਰਵੋਤਮ ਅਤੇ [801, 1768, 1285, 1811]
story4-headline-1: ਪੰਜਾਬ ਸਕੂਲ ਸਿੱਖਿਆ ਬੋਰਡ ਵੱਲੋਂ ਜਾਰੀ ਕੀਤੀ ਗਈ ਤਾਜ਼ਾ [110, 1249, 691, 1280]
story6-byline: 1 ਅਗਸਤ (ਪਰਮਜੀਤ ਸਿੰਘ ਪਰਵਾਨਾ) [15, 1903, 176, 1917]
story6-dateline: ਪੈਗਾਮ-ਏ-ਜਗਤ/ਪਟਿਆਲਾ [15, 1884, 136, 1899]
story1-byline: 1 ਅਗਸਤ (ਨਿਰਮਲ ਸਿੰਘ ਮੁੱਗੋਵਾਲ) [15, 483, 167, 497]
email-link[interactable]: Info@paigamejagat.com [48, 29, 182, 42]
story1-group-photo [204, 154, 782, 454]
story8-dateline: ਪੈਗਾਮ-ਏ-ਜਗਤ/ਪਟਿਆਲਾ [801, 1873, 922, 1887]
story3-byline: 1 ਅਗਸਤ (ਗੁਰਵਿੰਦਰ ਸਿੰਘ) [15, 841, 137, 855]
bridge-photo-3 [1043, 323, 1282, 481]
story8-headline-2: ਸੰਪੂਰਨ ਆਹਾਰ : ਡਾ. ਸੰਜੇ ਗੋਇਲ [801, 1819, 1259, 1862]
story4-byline: 1 ਅਗਸਤ (ਨਿਸ਼ਾਨ ਸਿੰਘ) [15, 1357, 126, 1371]
story3-caption-box: ਇਲਾਕਾ ਵਾਸੀਆਂ ਨੇ ਕੌਂਸਲਰ ਖ਼ਿਲਾਫ਼ ਦਿਖਾਈ ਨਰਾਜ਼ਗੀ [256, 816, 510, 870]
story3-dateline: ਪੈਗਾਮ-ਏ-ਜਗਤ/ਮੋਹਾਲੀ [15, 822, 122, 836]
story3-col3: ਵਿਹਾਰ ਕੀਤਾ ਜਾਂਦਾ ਹੈ ਅਤੇ ਅੱਜ ਵੀ ਉਸਨੇ ਸਾਡੇ ਬੁਲਾਇਆ ਮੌਕੇ ਤੇ ਆਕੇ ਗਲਤ ਕੰਮ ਕਰਨ ਵਾਲਿਆਂ ਦੀ ਹਿਮਾਇਤ ਕੀਤੀ ਹੈ। ਇਸ ਮੌਕੇ ਮੁਹੱਲਾ ਵਾਸੀ ਬਲਵਿੰਦਰ ਸਿੰਘ ਨੇ ਦੱਸਿਆ ਕਿ ਜੇਕਰ ਕਿਸੇ ਨੇ ਅਜਿਹਾ ਕੰਮ ਕਰਵਾਉਣਾ ਸੀ ਤਾਂ ਉਹ ਪੀ.ਐਸ.ਪੀ.ਸੀ.ਐਲ ਤੋਂ ਮਨਜ਼ੂਰੀ ਲੈ ਕੇ ਦਿਨ ਵੇਲੇ ਕੀਤਾ ਜਾਂਦਾ। [520, 818, 782, 925]
page-number: 3 [14, 4, 39, 54]
plantation-banner-text: Plantation [1086, 1113, 1177, 1133]
story5-headline: ਡੀ.ਪੀ.ਆਰ ਇਲੈਵਨ ਨੇ ਗਲੀ ਕ੍ਰਿਕਟ ਦਾ ਪ੍ਰਦਰਸ਼ਨੀ ਮੈਚ ਜਿੱਤਿਆ [801, 1319, 1479, 1350]
story2-orange-subhead: ਬ੍ਰਿਜ ਪਸੰਦੀਦਾ ਸੈਲਫੀ ਪੁਆਇੰਟ ਬਣ ਜਾਂਦਾ ਹੈ [1043, 701, 1528, 735]
story2-body2: ਇਸ ਦੇ ਨਾਲ ਹੀ ਰੋੜਾ ਪਿੰਡ ਦੇ ਸੰਜੀਵ ਕੁਮਾਰ ਦਾ ਕਹਿਣਾ ਹੈ ਕਿ ਸੋਮਭਦਰਾ ਪੁਲ ਬਣਨ ਨਾਲ ਲੋਕਾਂ ਨੂੰ ਹਰੋਲੀ ਤੋਂ ਊਨਾ ਤੱਕ ਜਾਣ ਲਈ 11 ਕਿਲੋਮੀਟਰ ਦਾ ਘੱਟ ਸਫ਼ਰ ਤੈਅ ਕਰਨਾ ਪੈਂਦਾ ਹੈ। ਪਹਿਲਾਂ ਊਨਾ ਤੋਂ ਹਰੋਲੀ ਦੀ ਦੂਰੀ ਕਰੀਬ 16 ਕਿਲੋਮੀਟਰ ਸੀ, ਜਿਸ ਲਈ ਘੱਲੂਵਾਲ ਤੋਂ ਹੋ ਕੇ ਜਾਣਾ ਪੈਂਦਾ ਸੀ, ਇਸ ਪੁਲ ਦੇ ਬਣਨ ਨਾਲ ਇਹ ਦੂਰੀ ਸਿਰਫ਼ 7 ਕਿਲੋਮੀਟਰ ਰਹਿ ਗਈ ਹੈ। ਰਮਨ ਪੰਡਤ ਦਾ ਕਹਿਣਾ ਹੈ ਕਿ ਇਸ ਪੁਲ ਰਾਹੀਂ ਕਿਸਾਨਾਂ ਨੂੰ ਆਪਣੀ ਉਪਜ ਨੂੰ ਮੰਡੀ ਤੱਕ ਪਹੁੰਚਾਉਣ ਦੀ ਸਹੂਲਤ ਹੋਈ ਹੈ। [801, 795, 1032, 975]
story3-night-photo [256, 874, 510, 1120]
story1-poster-image [15, 154, 192, 454]
story5-col2: ਡੀ.ਪੀ.ਆਰ. ਟੀਮ ਨੇ ਨਿਰਧਾਰਤ 10 ਓਵਰਾਂ ਵਿੱਚ 7 ਵਿਕਟਾਂ ਦੇ ਨੁਕਸਾਨ ਉੱਤੇ 59 ਦੌੜਾਂ ਬਣਾਈਆਂ। ਡੀ.ਪੀ.ਆਰ. ਵੱਲੋਂ ਕਪਤਾਨ ਆਜ਼ਮੀ ਨੇ 24 ਦੌੜਾਂ ਬਣਾਈਆਂ। ਜਵਾਬ ਵਿੱਚ ਪੱਤਰਕਾਰਾਂ ਦੀ ਟੀਮ ਨਿਰਧਾਰਤ 10 ਓਵਰਾਂ ਵਿੱਚ ਸਿਰਫ਼ 53 ਦੌੜਾਂ ਹੀ ਬਣਾ ਸਕੀ। [801, 1623, 1155, 1692]
